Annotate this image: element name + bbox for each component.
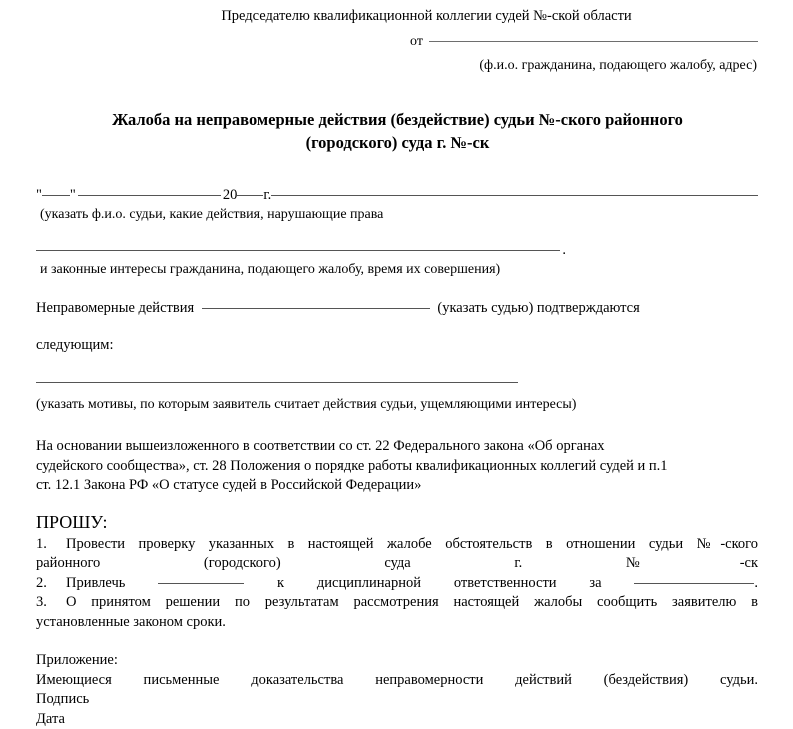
improper-prefix: Неправомерные действия <box>36 300 194 316</box>
request-item-1 <box>36 535 758 574</box>
signature-label: Подпись <box>36 690 758 710</box>
request-item-1-number: 1. <box>36 535 66 555</box>
month-fill-in-rule[interactable] <box>78 195 221 196</box>
day-fill-in-rule[interactable] <box>42 195 70 196</box>
request-item-3-line-1-wrap <box>36 593 758 613</box>
appendix-label: Приложение: <box>36 651 758 671</box>
request-item-2-person-fill-in-rule[interactable] <box>158 583 244 584</box>
year-suffix: г. <box>263 186 271 205</box>
appendix-text: Имеющиеся письменные доказательства неправомерности действий (бездействия) судьи. <box>36 671 758 691</box>
addressee-block <box>0 6 793 75</box>
from-label: от <box>410 34 423 50</box>
footer-block <box>36 651 758 729</box>
improper-suffix: (указать судью) подтверждаются <box>437 300 639 316</box>
improper-actions-paragraph <box>36 299 758 318</box>
lawful-interests-rule-row <box>36 241 566 260</box>
judge-actions-fill-in-rule[interactable] <box>271 195 758 196</box>
title-line-2: (городского) суда г. №-ск <box>60 131 735 154</box>
year-fill-in-rule[interactable] <box>237 195 263 196</box>
request-item-1-court: суда <box>384 555 410 571</box>
legal-basis-line-3: ст. 12.1 Закона РФ «О статусе судей в Российской Федерации» <box>36 476 736 496</box>
request-item-1-line-2-wrap <box>36 554 758 574</box>
lawful-interests-fill-in-rule[interactable] <box>36 250 560 251</box>
caption-judge-actions: (указать ф.и.о. судьи, какие действия, нарушающие права <box>36 206 758 224</box>
request-item-1-district: районного <box>36 555 100 571</box>
request-item-3 <box>36 593 758 632</box>
caption-motives: (указать мотивы, по которым заявитель считает действия судьи, ущемляющими интересы) <box>36 396 758 414</box>
date-label: Дата <box>36 710 758 729</box>
rule-trailing-period: . <box>562 241 566 260</box>
request-list <box>36 535 758 633</box>
request-item-1-line-1-wrap <box>36 535 758 555</box>
motives-fill-in-rule[interactable] <box>36 382 518 383</box>
addressee-caption: (ф.и.о. гражданина, подающего жалобу, адрес) <box>0 57 793 75</box>
request-item-1-city-name: №-ск <box>626 555 758 571</box>
legal-basis-line-2: судейского сообщества», ст. 28 Положения о порядке работы квалификационных коллегий судей и п.1 <box>36 457 736 477</box>
request-item-3-text: О принятом решении по результатам рассмотрения настоящей жалобы сообщить заявителю в <box>66 594 758 610</box>
legal-basis-paragraph <box>36 437 736 496</box>
quote-open: " <box>36 186 42 205</box>
request-item-1-text: Провести проверку указанных в настоящей жалобе обстоятельств в отношении судьи №-ского <box>66 536 758 552</box>
request-item-2-wrap <box>36 574 758 594</box>
quote-close: " <box>70 186 76 205</box>
request-item-3-text-2: установленные законом сроки. <box>36 614 226 630</box>
from-fill-in-rule[interactable] <box>429 41 758 42</box>
from-row <box>0 34 793 50</box>
request-heading: ПРОШУ: <box>36 512 758 533</box>
judge-name-fill-in-rule[interactable] <box>202 308 430 309</box>
page-title <box>60 108 735 154</box>
caption-lawful-interests: и законные интересы гражданина, подающего жалобу, время их совершения) <box>36 261 758 279</box>
request-item-1-city-abbr: г. <box>514 555 522 571</box>
request-item-3-line-2-wrap <box>36 613 758 633</box>
request-item-2 <box>36 574 758 594</box>
following-label: следующим: <box>36 336 758 355</box>
document-body <box>36 186 758 729</box>
request-item-2-verb: Привлечь <box>66 575 125 591</box>
request-item-2-period: . <box>754 575 758 591</box>
date-fill-in-row <box>36 186 758 205</box>
legal-basis-line-1: На основании вышеизложенного в соответствии со ст. 22 Федерального закона «Об органах <box>36 437 736 457</box>
request-item-1-city-type: (городского) <box>204 555 281 571</box>
title-line-1: Жалоба на неправомерные действия (бездействие) судьи №-ского районного <box>60 108 735 131</box>
request-item-3-number: 3. <box>36 593 66 613</box>
request-item-2-text: к дисциплинарной ответственности за <box>277 575 602 591</box>
addressee-to-line: Председателю квалификационной коллегии судей №-ской области <box>0 6 793 26</box>
year-prefix: 20 <box>223 186 238 205</box>
request-item-2-reason-fill-in-rule[interactable] <box>634 583 754 584</box>
request-item-2-number: 2. <box>36 574 66 594</box>
